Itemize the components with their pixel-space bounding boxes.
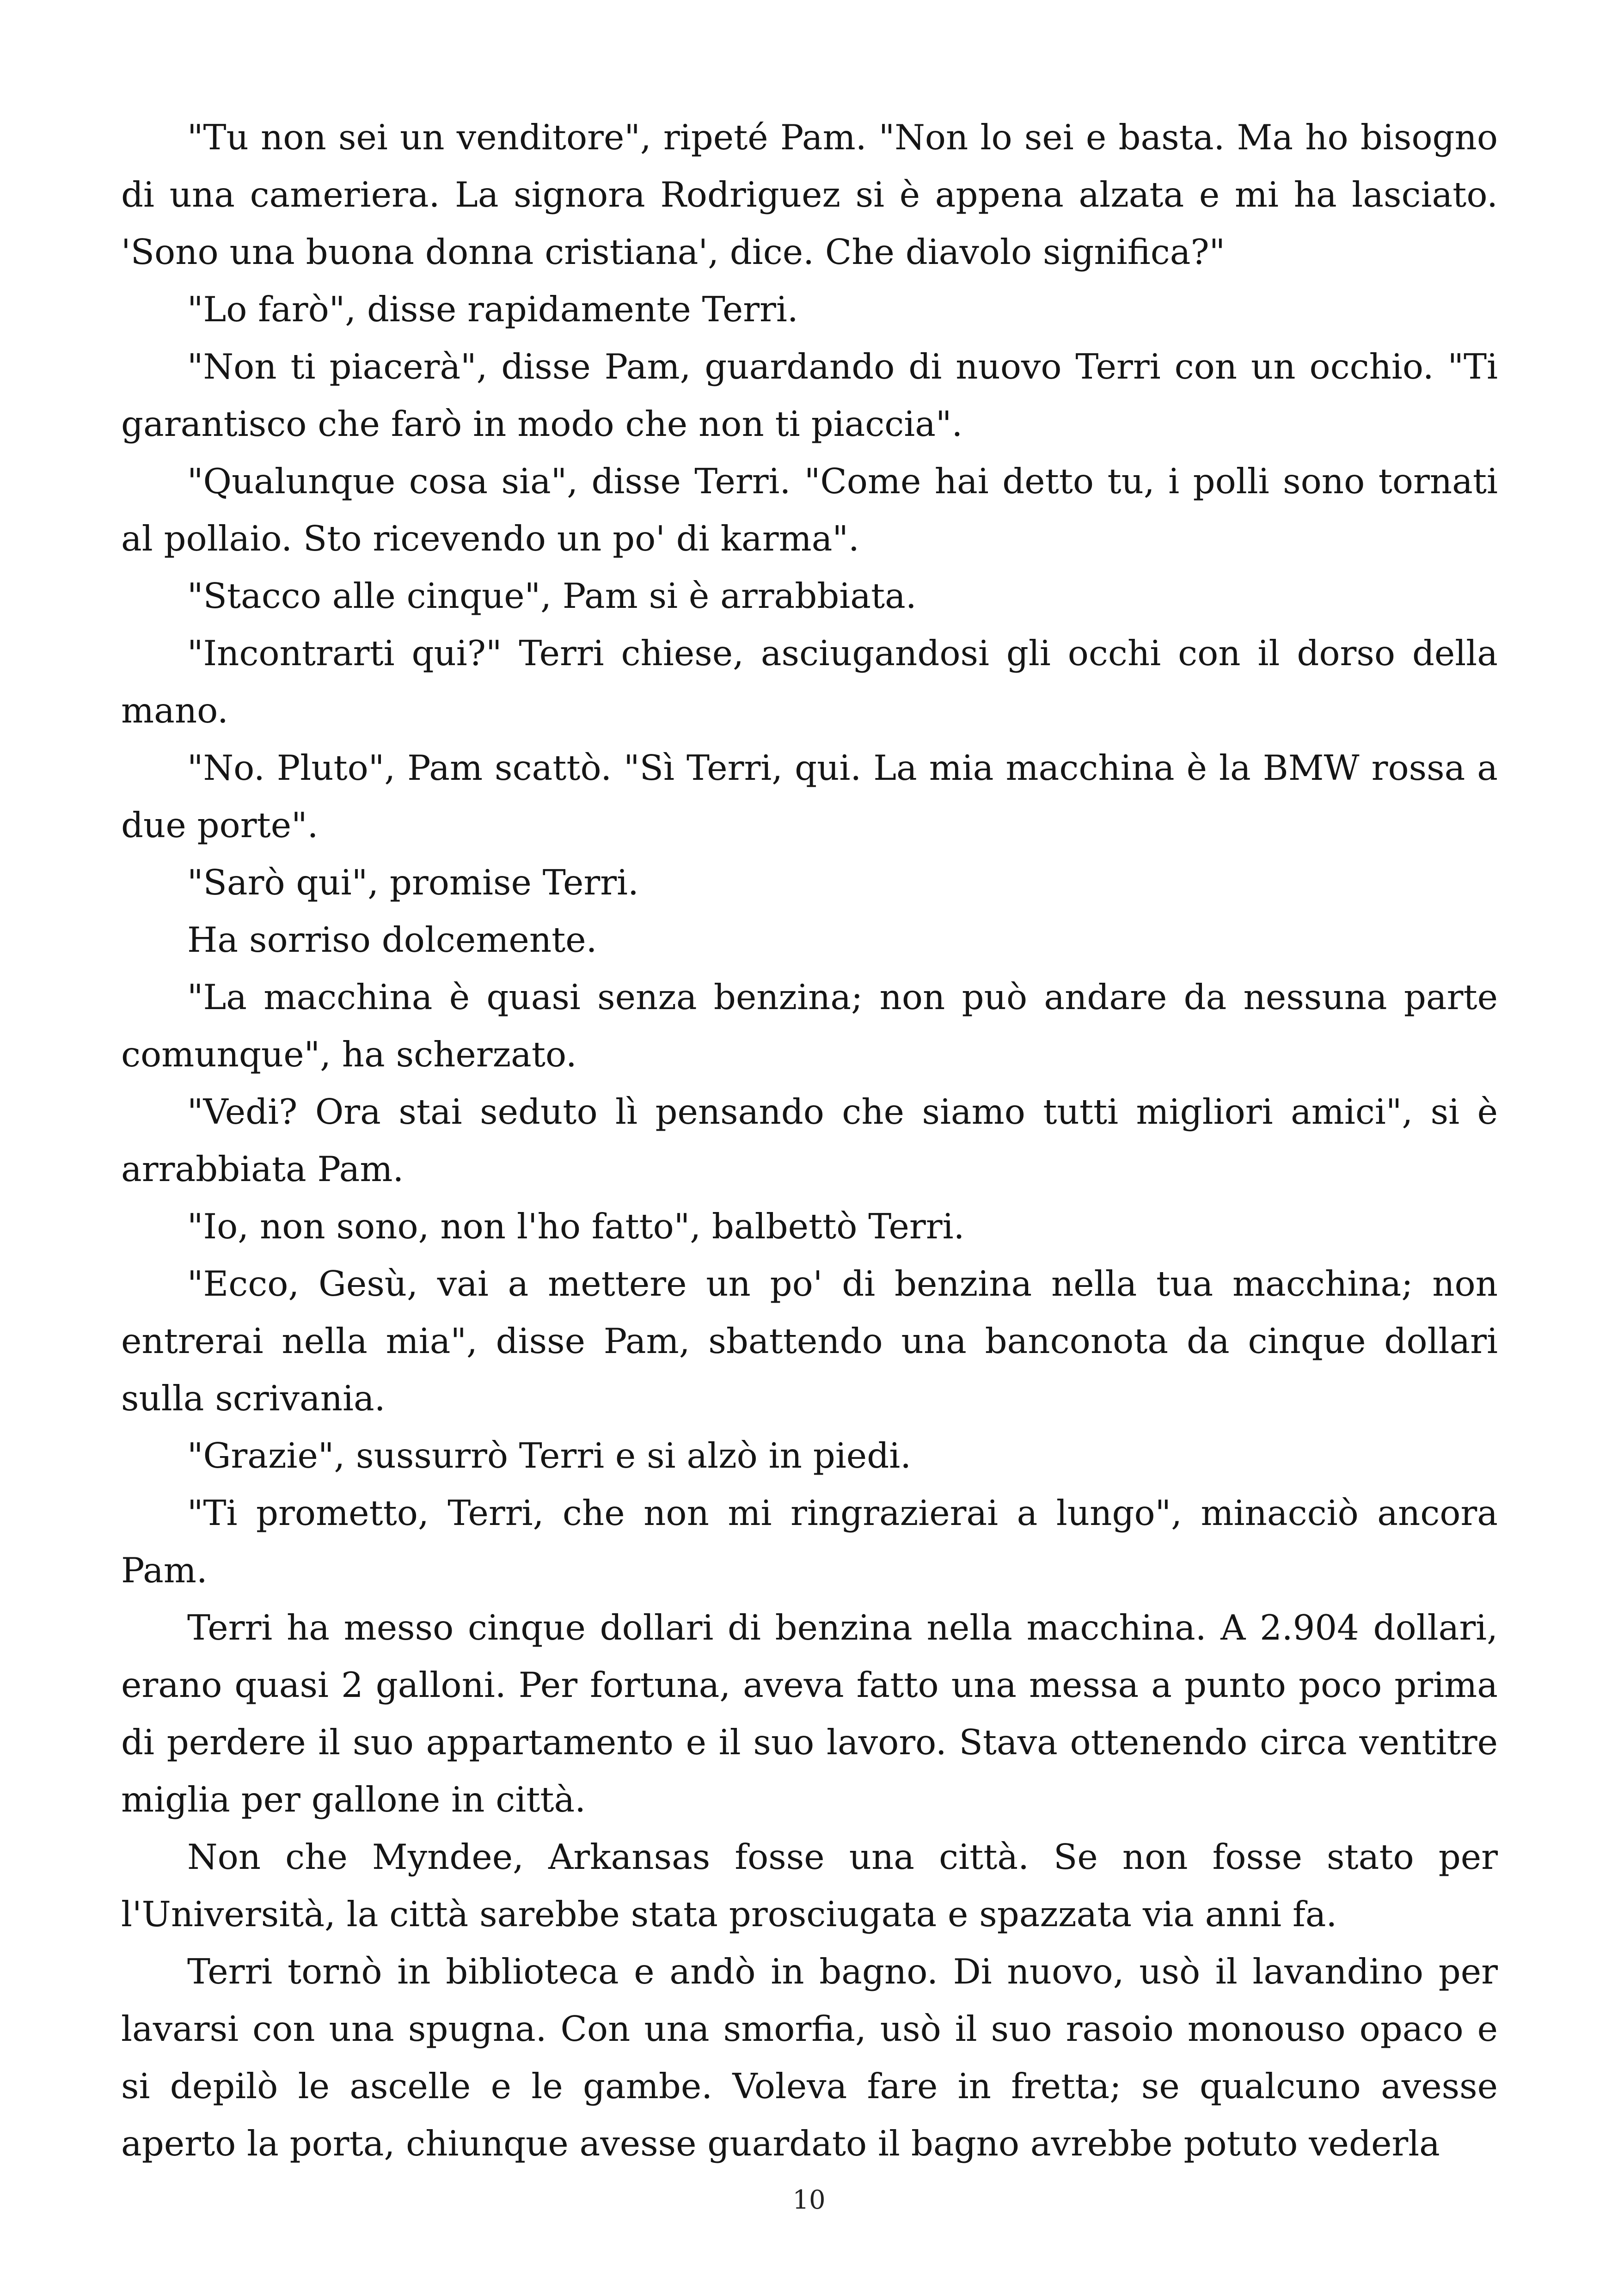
paragraph: Non che Myndee, Arkansas fosse una città. Se non fosse stato per l'Università, la città sarebbe stata prosciugata e spazzata via anni fa. — [121, 1837, 1498, 1935]
paragraph: Terri ha messo cinque dollari di benzina nella macchina. A 2.904 dollari, erano quasi 2 galloni. Per fortuna, aveva fatto una messa a punto poco prima di perdere il suo appartamento e il suo lavoro. Stava ottenendo circa ventitre miglia per gallone in città. — [121, 1607, 1498, 1820]
paragraph: "Tu non sei un venditore", ripeté Pam. "Non lo sei e basta. Ma ho bisogno di una cameriera. La signora Rodriguez si è appena alzata e mi ha lasciato. 'Sono una buona donna cristiana', dice. Che diavolo significa?" — [121, 117, 1498, 272]
paragraph: "Stacco alle cinque", Pam si è arrabbiata. — [187, 576, 917, 616]
paragraph: "Lo farò", disse rapidamente Terri. — [187, 289, 798, 330]
paragraph: "Grazie", sussurrò Terri e si alzò in piedi. — [187, 1435, 912, 1476]
paragraph: "Qualunque cosa sia", disse Terri. "Come hai detto tu, i polli sono tornati al pollaio. Sto ricevendo un po' di karma". — [121, 461, 1498, 559]
paragraph: "Ecco, Gesù, vai a mettere un po' di benzina nella tua macchina; non entrerai nella mia", disse Pam, sbattendo una banconota da cinque dollari sulla scrivania. — [121, 1263, 1498, 1419]
paragraph: "Vedi? Ora stai seduto lì pensando che siamo tutti migliori amici", si è arrabbiata Pam. — [121, 1091, 1498, 1189]
paragraph: "No. Pluto", Pam scattò. "Sì Terri, qui. La mia macchina è la BMW rossa a due porte". — [121, 747, 1498, 845]
paragraph: "La macchina è quasi senza benzina; non può andare da nessuna parte comunque", ha scherzato. — [121, 977, 1498, 1075]
paragraph: Ha sorriso dolcemente. — [187, 919, 597, 960]
paragraph: "Incontrarti qui?" Terri chiese, asciugandosi gli occhi con il dorso della mano. — [121, 633, 1498, 731]
paragraph: "Ti prometto, Terri, che non mi ringrazierai a lungo", minacciò ancora Pam. — [121, 1493, 1498, 1591]
page-number: 10 — [792, 2185, 826, 2215]
paragraph: "Sarò qui", promise Terri. — [187, 862, 639, 903]
paragraph: Terri tornò in biblioteca e andò in bagno. Di nuovo, usò il lavandino per lavarsi con una spugna. Con una smorfia, usò il suo rasoio monouso opaco e si depilò le ascelle e le gambe. Voleva fare in fretta; se qualcuno avesse aperto la porta, chiunque avesse guardato il bagno avrebbe potuto vederla — [121, 1951, 1498, 2164]
paragraph: "Non ti piacerà", disse Pam, guardando di nuovo Terri con un occhio. "Ti garantisco che farò in modo che non ti piaccia". — [121, 346, 1498, 444]
body-text — [121, 109, 1498, 2172]
paragraph: "Io, non sono, non l'ho fatto", balbettò Terri. — [187, 1206, 965, 1247]
